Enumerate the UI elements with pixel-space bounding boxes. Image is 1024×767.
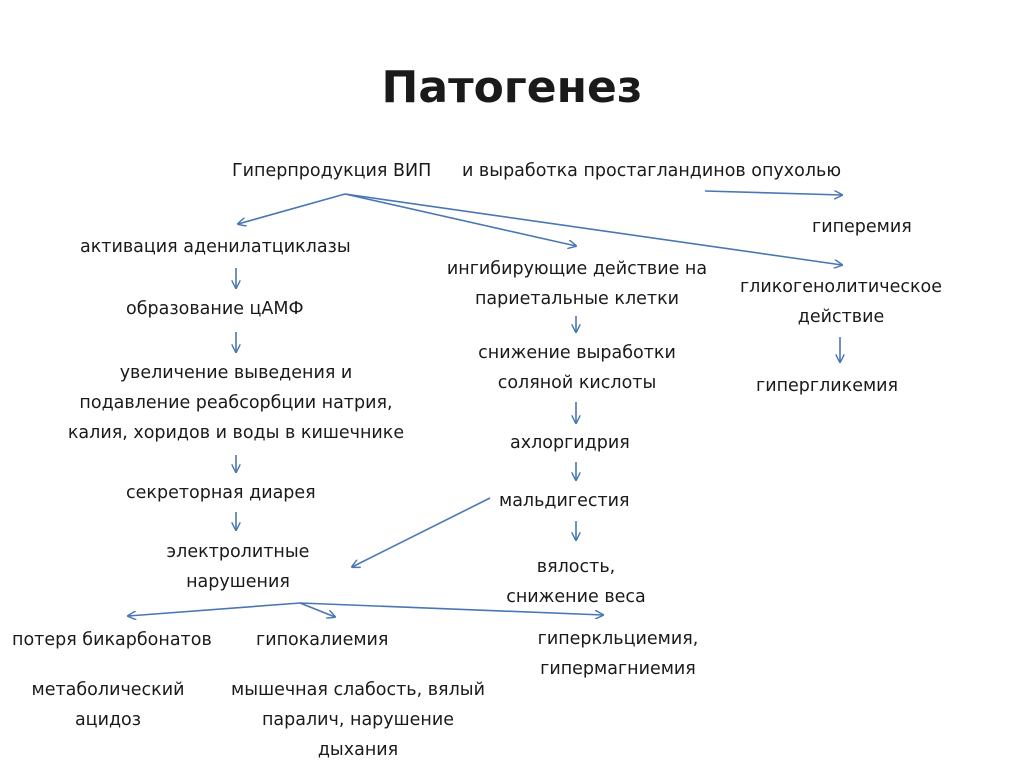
node-camp: образование цАМФ [126,299,304,319]
node-hyperglycemia: гипергликемия [756,376,899,396]
node-maldigestion: мальдигестия [499,491,630,511]
arrow-electrolyte-to-bicarb [128,603,300,616]
node-bicarbonate-loss: потеря бикарбонатов [12,630,212,650]
node-hypokalemia: гипокалиемия [256,630,389,650]
node-secretory-diarrhea: секреторная диарея [126,483,316,503]
node-prostaglandins: и выработка простагландинов опухолью [462,161,842,181]
node-vip: Гиперпродукция ВИП [232,161,432,181]
node-hypercalcemia: гиперкльциемия, гипермагниемия [537,629,699,679]
node-adenylate-cyclase: активация аденилатциклазы [80,237,351,257]
arrow-electrolyte-to-hypokal [300,603,335,617]
node-hcl-decrease: снижение выработки соляной кислоты [478,343,676,393]
node-hyperemia: гиперемия [812,217,912,237]
node-excretion: увеличение выведения и подавление реабсорбции натрия, калия, хоридов и воды в кишечнике [67,363,405,443]
arrow-vip-to-adenyl [238,194,345,224]
node-metabolic-acidosis: метаболический ацидоз [31,680,185,730]
node-weight-loss: вялость, снижение веса [506,557,646,607]
arrow-vip-to-inhib [345,194,576,246]
node-achlorhydria: ахлоргидрия [510,433,630,453]
node-inhibitory-action: ингибирующие действие на париетальные клетки [446,259,708,309]
arrow-maldig-to-electrolyte [352,498,490,567]
slide-title: Патогенез [381,62,643,113]
node-electrolyte-disorders: электролитные нарушения [166,542,310,592]
arrow-prost-to-hyperemia [705,191,842,195]
node-glycogenolytic: гликогенолитическое действие [739,277,943,327]
node-muscle-weakness: мышечная слабость, вялый паралич, нарушение дыхания [231,680,485,760]
